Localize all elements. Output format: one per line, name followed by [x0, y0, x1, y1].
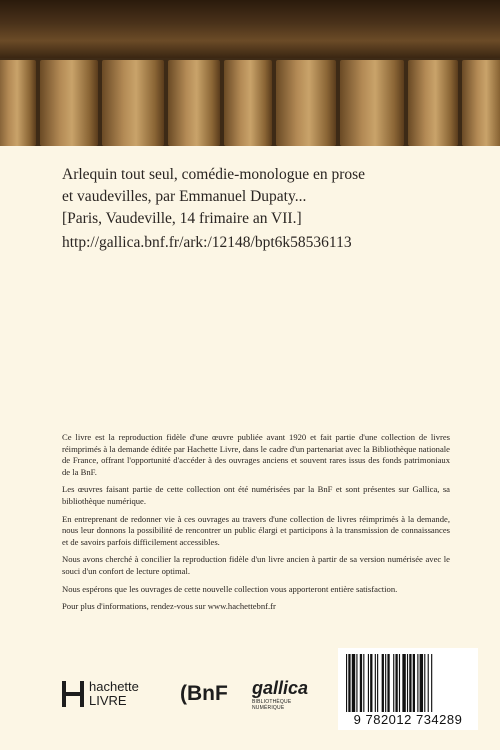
title-line: Arlequin tout seul, comédie-monologue en prose [62, 166, 366, 183]
hachette-logo [62, 680, 139, 708]
gallica-subtitle-1: BIBLIOTHÈQUE [252, 699, 292, 705]
book-title [62, 164, 482, 230]
description-paragraph: Nous avons cherché à concilier la reproduction fidèle d'un livre ancien à partir de sa version numérisée avec le souci d'un confort de lecture optimal. [62, 554, 450, 576]
gallica-wordmark: gallica [252, 678, 309, 698]
bookshelf-banner-image [0, 0, 500, 146]
hachette-wordmark: hachette [89, 679, 139, 694]
description-paragraph: Nous espérons que les ouvrages de cette nouvelle collection vous apporteront entière satisfaction. [62, 583, 398, 594]
hachette-livre: LIVRE [89, 693, 127, 708]
book-spine [168, 60, 220, 146]
publisher-logos [62, 678, 342, 718]
book-spine [340, 60, 404, 146]
gallica-url: http://gallica.bnf.fr/ark:/12148/bpt6k58536113 [62, 234, 352, 251]
book-spine [40, 60, 98, 146]
book-spine [102, 60, 164, 146]
hachette-mark-icon [62, 681, 84, 707]
description-paragraph: En entreprenant de redonner vie à ces ouvrages au travers d'une collection de livres réimprimés à la demande, nous leur donnons la possibilité de rencontrer un public élargi et participons à la transmission de connaissances et de savoirs parfois difficilement accessibles. [62, 513, 450, 547]
bnf-logo: (BnF [180, 682, 228, 705]
book-spine [276, 60, 336, 146]
gallica-logo [252, 678, 308, 711]
collection-description [62, 432, 450, 619]
description-paragraph: Les œuvres faisant partie de cette collection ont été numérisées par la BnF et sont présentes sur Gallica, sa bibliothèque numérique. [62, 484, 450, 506]
gallica-subtitle-2: NUMÉRIQUE [252, 705, 285, 711]
book-spine [408, 60, 458, 146]
book-spine [0, 60, 36, 146]
title-line: et vaudevilles, par Emmanuel Dupaty... [62, 188, 307, 205]
barcode-bars [346, 654, 470, 712]
book-spine [462, 60, 500, 146]
shelf-top [0, 0, 500, 58]
isbn-barcode [338, 648, 478, 730]
barcode-number: 9 782012 734289 [353, 712, 463, 727]
description-paragraph: Pour plus d'informations, rendez-vous sur www.hachettebnf.fr [62, 601, 276, 612]
description-paragraph: Ce livre est la reproduction fidèle d'une œuvre publiée avant 1920 et fait partie d'une collection de livres réimprimés à la demande éditée par Hachette Livre, dans le cadre d'un partenariat avec la Bibliothèque nationale de France, offrant l'opportunité d'accéder à des ouvrages anciens et souvent rares issus des fonds patrimoniaux de la BnF. [62, 432, 450, 477]
title-line: [Paris, Vaudeville, 14 frimaire an VII.] [62, 210, 302, 227]
book-spine [224, 60, 272, 146]
